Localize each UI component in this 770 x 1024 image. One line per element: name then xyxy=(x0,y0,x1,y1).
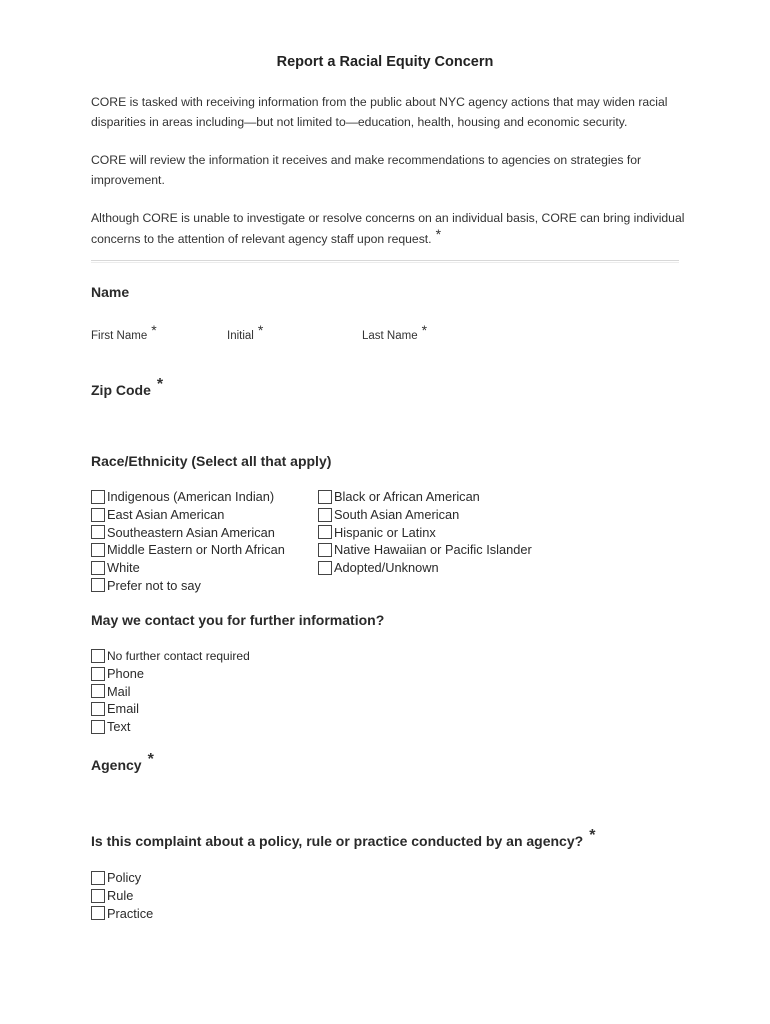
checkbox[interactable] xyxy=(91,508,105,522)
required-asterisk: * xyxy=(589,827,596,844)
first-name-field[interactable] xyxy=(91,322,157,342)
initial-field[interactable] xyxy=(227,322,264,342)
checkbox[interactable] xyxy=(318,525,332,539)
checkbox[interactable] xyxy=(91,720,105,734)
checkbox[interactable] xyxy=(91,525,105,539)
required-asterisk: * xyxy=(156,376,164,393)
option-label: Mail xyxy=(107,683,131,699)
intro-paragraph-2 xyxy=(91,151,691,190)
intro-paragraph-3 xyxy=(91,209,691,249)
option-label: East Asian American xyxy=(107,507,225,523)
option-label: Email xyxy=(107,701,139,717)
contact-option[interactable] xyxy=(91,718,250,736)
checkbox[interactable] xyxy=(91,667,105,681)
complaint-option[interactable] xyxy=(91,887,153,905)
contact-option[interactable] xyxy=(91,700,250,718)
option-label: Black or African American xyxy=(334,489,480,505)
checkbox[interactable] xyxy=(91,684,105,698)
required-asterisk: * xyxy=(257,322,264,338)
option-label: White xyxy=(107,560,140,576)
checkbox[interactable] xyxy=(318,561,332,575)
agency-label: Agency xyxy=(91,757,142,773)
checkbox[interactable] xyxy=(318,543,332,557)
intro-text-3: Although CORE is unable to investigate or resolve concerns on an individual basis, CORE can bring individual concerns to the attention of relevant agency staff upon request. xyxy=(91,211,685,246)
option-label: Hispanic or Latinx xyxy=(334,524,436,540)
complaint-question xyxy=(91,827,596,851)
checkbox[interactable] xyxy=(91,906,105,920)
agency-field[interactable] xyxy=(91,751,154,775)
contact-section-label: May we contact you for further information? xyxy=(91,612,385,628)
checkbox[interactable] xyxy=(91,871,105,885)
intro-paragraph-1 xyxy=(91,93,691,132)
race-option[interactable] xyxy=(318,488,532,506)
race-option[interactable] xyxy=(318,541,532,559)
race-section-label: Race/Ethnicity (Select all that apply) xyxy=(91,453,332,469)
required-asterisk: * xyxy=(435,225,442,242)
race-option[interactable] xyxy=(91,523,285,541)
checkbox[interactable] xyxy=(318,490,332,504)
zip-code-label: Zip Code xyxy=(91,382,151,398)
complaint-label: Is this complaint about a policy, rule or practice conducted by an agency? xyxy=(91,833,584,849)
race-option[interactable] xyxy=(91,506,285,524)
form-title: Report a Racial Equity Concern xyxy=(276,54,494,70)
last-name-label: Last Name xyxy=(362,330,418,342)
option-label: Native Hawaiian or Pacific Islander xyxy=(334,542,532,558)
checkbox[interactable] xyxy=(91,702,105,716)
checkbox[interactable] xyxy=(91,490,105,504)
intro-text-1: CORE is tasked with receiving information from the public about NYC agency actions that may widen racial disparities in areas including—but not limited to—education, health, housing and economic security. xyxy=(91,95,668,129)
option-label: Text xyxy=(107,719,131,735)
intro-text-2: CORE will review the information it receives and make recommendations to agencies on strategies for improvement. xyxy=(91,153,642,187)
section-divider xyxy=(91,260,679,263)
checkbox[interactable] xyxy=(91,889,105,903)
option-label: Adopted/Unknown xyxy=(334,560,439,576)
race-option[interactable] xyxy=(91,576,285,594)
contact-options xyxy=(91,647,250,735)
last-name-field[interactable] xyxy=(362,322,428,342)
checkbox[interactable] xyxy=(91,561,105,575)
complaint-options xyxy=(91,869,153,922)
checkbox[interactable] xyxy=(91,543,105,557)
checkbox[interactable] xyxy=(91,649,105,663)
option-label: Rule xyxy=(107,888,134,904)
contact-option[interactable] xyxy=(91,647,250,665)
option-label: No further contact required xyxy=(107,648,250,663)
complaint-option[interactable] xyxy=(91,904,153,922)
race-option[interactable] xyxy=(91,488,285,506)
complaint-option[interactable] xyxy=(91,869,153,887)
race-options-right xyxy=(318,488,532,576)
race-options-left xyxy=(91,488,285,594)
contact-option[interactable] xyxy=(91,682,250,700)
option-label: Indigenous (American Indian) xyxy=(107,489,275,505)
contact-option[interactable] xyxy=(91,665,250,683)
initial-label: Initial xyxy=(227,330,254,342)
option-label: Prefer not to say xyxy=(107,577,201,593)
checkbox[interactable] xyxy=(318,508,332,522)
option-label: Policy xyxy=(107,870,142,886)
name-section-label: Name xyxy=(91,284,130,300)
race-option[interactable] xyxy=(91,541,285,559)
required-asterisk: * xyxy=(151,322,157,338)
option-label: Practice xyxy=(107,905,154,921)
option-label: Middle Eastern or North African xyxy=(107,542,285,558)
race-option[interactable] xyxy=(318,559,532,577)
race-option[interactable] xyxy=(91,559,285,577)
zip-code-field[interactable] xyxy=(91,376,164,400)
option-label: Southeastern Asian American xyxy=(107,524,275,540)
race-option[interactable] xyxy=(318,506,532,524)
race-option[interactable] xyxy=(318,523,532,541)
option-label: Phone xyxy=(107,666,145,682)
option-label: South Asian American xyxy=(334,507,460,523)
checkbox[interactable] xyxy=(91,578,105,592)
required-asterisk: * xyxy=(147,751,154,768)
first-name-label: First Name xyxy=(91,330,148,342)
required-asterisk: * xyxy=(421,322,428,338)
